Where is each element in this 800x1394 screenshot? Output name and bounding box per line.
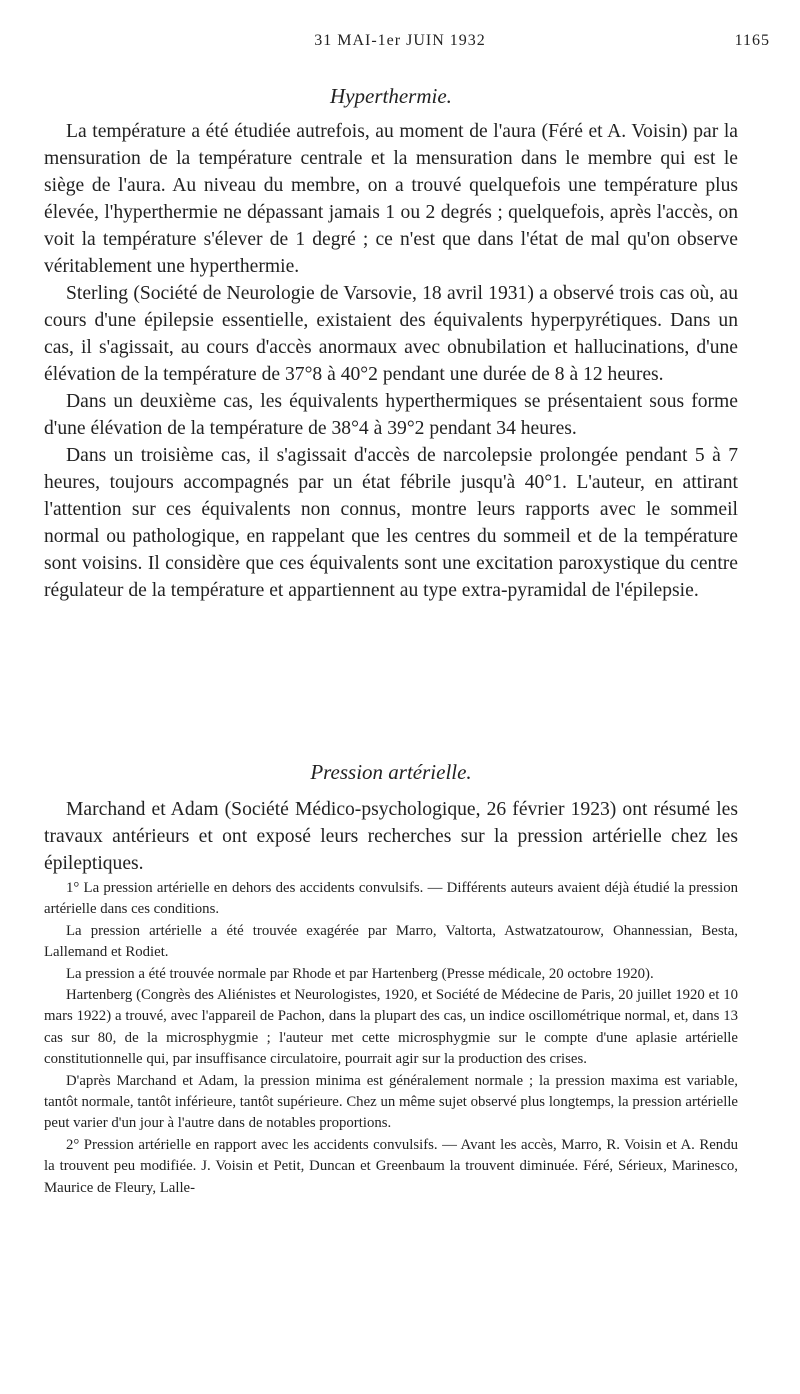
section-pression-notes (44, 878, 738, 1199)
note-paragraph: 2° Pression artérielle en rapport avec les accidents convulsifs. — Avant les accès, Marro, R. Voisin et A. Rendu la trouvent peu modifiée. J. Voisin et Petit, Duncan et Greenbaum la trouvent diminuée. Féré, Sérieux, Marinesco, Maurice de Fleury, Lalle- (44, 1136, 738, 1196)
section-pression-intro (44, 796, 738, 877)
paragraph: La température a été étudiée autrefois, au moment de l'aura (Féré et A. Voisin) par la mensuration de la température centrale et la mensuration dans le membre qui est le siège de l'aura. Au niveau du membre, on a trouvé quelquefois une température plus élevée, l'hyperthermie ne dépassant jamais 1 ou 2 degrés ; quelquefois, après l'accès, on voit la température s'élever de 1 degré ; ce n'est que dans l'état de mal qu'on observe véritablement une hyperthermie. (44, 121, 738, 277)
page-number: 1165 (734, 32, 770, 49)
note-paragraph: 1° La pression artérielle en dehors des accidents convulsifs. — Différents auteurs avaient déjà étudié la pression artérielle dans ces conditions. (44, 880, 738, 918)
section-heading-pression: Pression artérielle. (310, 760, 472, 784)
note-paragraph: D'après Marchand et Adam, la pression minima est généralement normale ; la pression maxima est variable, tantôt normale, tantôt inférieure, tantôt supérieure. Chez un même sujet observé plus longtemps, la pression artérielle peut varier d'un jour à l'autre dans de notables proportions. (44, 1072, 738, 1132)
section-hyperthermie-body (44, 118, 738, 604)
paragraph: Marchand et Adam (Société Médico-psychologique, 26 février 1923) ont résumé les travaux antérieurs et ont exposé leurs recherches sur la pression artérielle chez les épileptiques. (44, 799, 738, 874)
running-head (0, 32, 800, 54)
paragraph: Dans un deuxième cas, les équivalents hyperthermiques se présentaient sous forme d'une élévation de la température de 38°4 à 39°2 pendant 34 heures. (44, 391, 738, 439)
section-heading-hyperthermie: Hyperthermie. (330, 84, 452, 108)
paragraph: Dans un troisième cas, il s'agissait d'accès de narcolepsie prolongée pendant 5 à 7 heures, toujours accompagnés par un état fébrile jusqu'à 40°1. L'auteur, en attirant l'attention sur ces équivalents non connus, montre leurs rapports avec le sommeil normal ou pathologique, en rappelant que les centres du sommeil et de la température sont voisins. Il considère que ces équivalents sont une excitation paroxystique du centre régulateur de la température et appartiennent au type extra-pyramidal de l'épilepsie. (44, 445, 738, 601)
paragraph: Sterling (Société de Neurologie de Varsovie, 18 avril 1931) a observé trois cas où, au cours d'une épilepsie essentielle, existaient des équivalents hyperpyrétiques. Dans un cas, il s'agissait, au cours d'accès anormaux avec obnubilation et hallucinations, d'une élévation de la température de 37°8 à 40°2 pendant une durée de 8 à 12 heures. (44, 283, 738, 385)
note-paragraph: La pression artérielle a été trouvée exagérée par Marro, Valtorta, Astwatzatourow, Ohannessian, Besta, Lallemand et Rodiet. (44, 922, 738, 961)
note-paragraph: La pression a été trouvée normale par Rhode et par Hartenberg (Presse médicale, 20 octobre 1920). (66, 965, 654, 982)
note-paragraph: Hartenberg (Congrès des Aliénistes et Neurologistes, 1920, et Société de Médecine de Paris, 20 juillet 1920 et 10 mars 1922) a trouvé, avec l'appareil de Pachon, dans la plupart des cas, un indice oscillométrique normal, et, dans 13 cas sur 80, de la microsphygmie ; l'auteur met cette microsphygmie sur le compte d'une aplasie artérielle constitutionnelle qui, par insuffisance circulatoire, pourrait agir sur la production des crises. (44, 987, 738, 1068)
header-date: 31 MAI-1er JUIN 1932 (314, 32, 486, 49)
